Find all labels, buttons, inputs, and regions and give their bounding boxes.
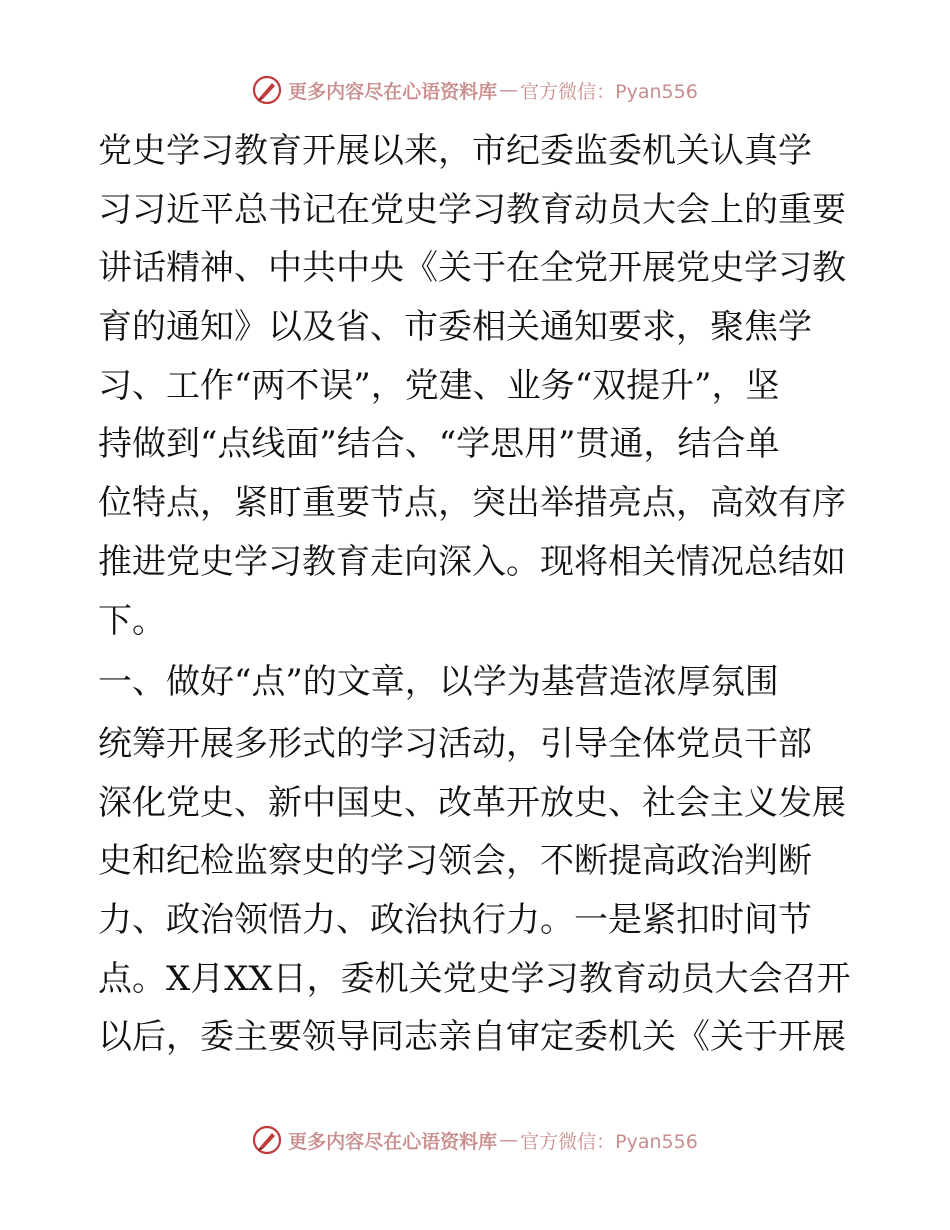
document-body: [98, 122, 852, 1067]
text-line: 讲话精神、中共中央《关于在全党开展党史学习教: [98, 248, 846, 289]
watermark-contact: 官方微信：Pyan556: [520, 1130, 698, 1153]
text-line: 点。X月XX日，委机关党史学习教育动员大会召开: [98, 958, 851, 999]
text-line: 位特点，紧盯重要节点，突出举措亮点，高效有序: [98, 483, 846, 524]
header-watermark: [0, 70, 950, 110]
text-line: 以后，委主要领导同志亲自审定委机关《关于开展: [98, 1017, 846, 1058]
pen-logo-icon: [252, 1125, 282, 1155]
text-line: 深化党史、新中国史、改革开放史、社会主义发展: [98, 782, 846, 823]
watermark-contact: 官方微信：Pyan556: [520, 80, 698, 103]
watermark-brand: 更多内容尽在心语资料库: [288, 1130, 498, 1153]
paragraph-section-one: [98, 715, 852, 1067]
text-line: 下。: [98, 600, 166, 641]
watermark-brand: 更多内容尽在心语资料库: [288, 80, 498, 103]
pen-logo-icon: [252, 75, 282, 105]
text-line: 习、工作“两不误”，党建、业务“双提升”，坚: [98, 365, 780, 406]
section-heading: [98, 653, 852, 712]
text-line: 习习近平总书记在党史学习教育动员大会上的重要: [98, 189, 846, 230]
footer-watermark: [0, 1120, 950, 1160]
text-line: 统筹开展多形式的学习活动，引导全体党员干部: [98, 723, 812, 764]
watermark-separator: —: [499, 1129, 519, 1151]
paragraph-intro: [98, 122, 852, 650]
text-line: 推进党史学习教育走向深入。现将相关情况总结如: [98, 541, 846, 582]
text-line: 持做到“点线面”结合、“学思用”贯通，结合单: [98, 424, 780, 465]
heading-line: 一、做好“点”的文章，以学为基营造浓厚氛围: [98, 662, 779, 703]
watermark-separator: —: [499, 79, 519, 101]
text-line: 党史学习教育开展以来，市纪委监委机关认真学: [98, 131, 812, 171]
text-line: 力、政治领悟力、政治执行力。一是紧扣时间节: [98, 899, 812, 940]
text-line: 史和纪检监察史的学习领会，不断提高政治判断: [98, 841, 812, 882]
text-line: 育的通知》以及省、市委相关通知要求，聚焦学: [98, 307, 812, 348]
